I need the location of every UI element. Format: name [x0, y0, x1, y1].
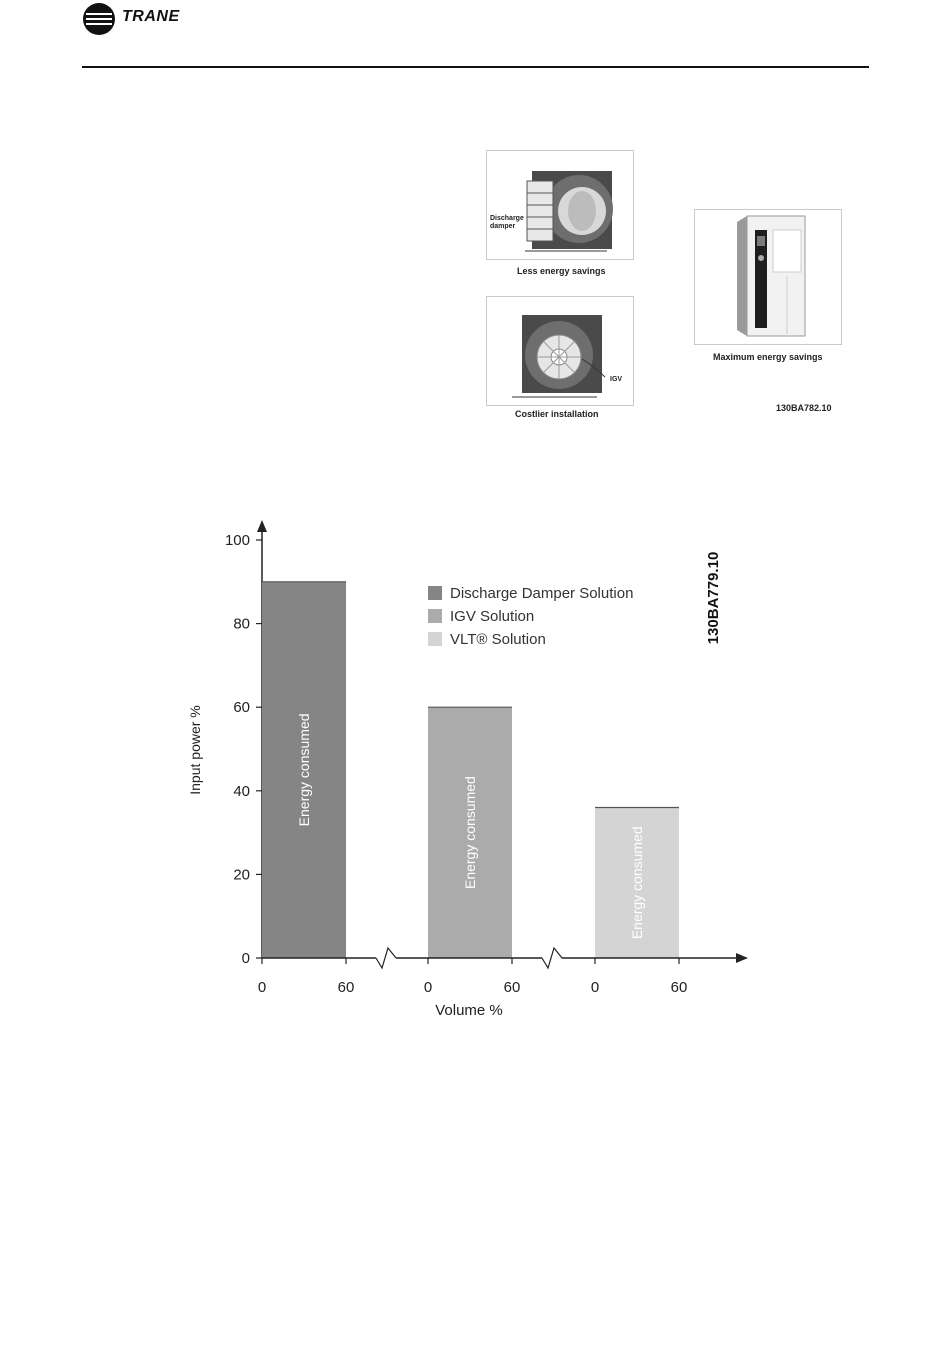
brand-name: TRANE [122, 8, 180, 25]
trane-logo [82, 2, 232, 36]
x-tick-label: 0 [257, 979, 267, 996]
discharge-damper-panel [486, 150, 634, 260]
chart-svg [170, 510, 770, 1030]
y-tick-label: 60 [233, 699, 250, 717]
x-axis-label: Volume % [435, 1002, 503, 1019]
x-tick-label: 60 [670, 979, 688, 996]
bar-label: Energy consumed [296, 713, 312, 827]
igv-panel [486, 296, 634, 406]
discharge-damper-callout: Discharge damper [490, 215, 524, 230]
x-tick-label: 0 [423, 979, 433, 996]
y-tick-label: 20 [233, 866, 250, 884]
y-tick-label: 0 [241, 950, 250, 967]
panel3-caption: Maximum energy savings [713, 352, 823, 362]
legend-label: Discharge Damper Solution [450, 585, 634, 602]
x-tick-label: 60 [337, 979, 355, 996]
x-tick-label: 0 [590, 979, 600, 996]
fan-with-igv-illustration [487, 297, 633, 405]
x-axis-break [376, 948, 396, 968]
legend-label: VLT® Solution [450, 631, 546, 648]
bar-label: Energy consumed [462, 776, 478, 890]
header-rule [82, 66, 869, 68]
fan-comparison-figure [480, 145, 860, 430]
legend-swatch [428, 586, 442, 600]
y-tick-label: 100 [224, 532, 250, 549]
figure-id-chart: 130BA779.10 [705, 551, 722, 645]
bar-label: Energy consumed [629, 826, 645, 940]
igv-callout: IGV [610, 376, 623, 383]
y-tick-label: 40 [233, 782, 250, 800]
vlt-drive-illustration [695, 210, 841, 344]
panel1-caption: Less energy savings [517, 266, 606, 276]
page-header [0, 0, 950, 70]
legend-label: IGV Solution [450, 608, 535, 625]
y-axis-label: Input power % [187, 705, 203, 795]
y-axis-arrow [257, 520, 267, 532]
trane-logo-icon [82, 2, 116, 36]
x-axis-break [542, 948, 562, 968]
figure-id-top: 130BA782.10 [776, 403, 832, 413]
x-axis-arrow [736, 953, 748, 963]
legend-swatch [428, 632, 442, 646]
energy-comparison-chart [170, 510, 770, 1030]
fan-with-damper-illustration [487, 151, 633, 259]
vlt-drive-panel [694, 209, 842, 345]
legend-swatch [428, 609, 442, 623]
x-tick-label: 60 [503, 979, 521, 996]
y-tick-label: 80 [233, 615, 250, 633]
panel2-caption: Costlier installation [515, 409, 599, 419]
